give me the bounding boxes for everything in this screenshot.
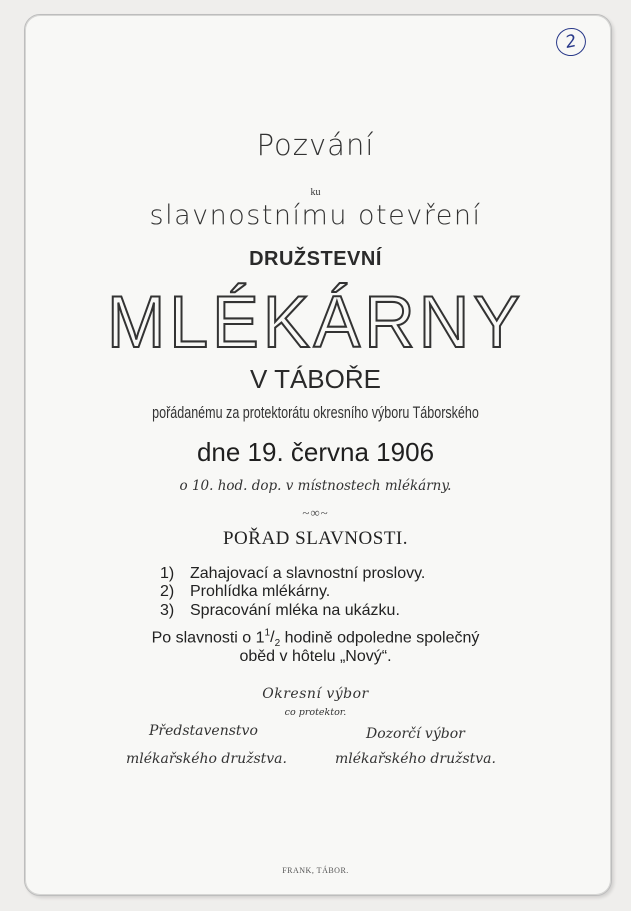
signature-co-protektor: co protektor. bbox=[284, 707, 347, 718]
program-item-text: Prohlídka mlékárny. bbox=[190, 583, 331, 600]
printer-mark: FRANK, TÁBOR. bbox=[282, 866, 349, 875]
after-suffix: hodině odpoledne společný bbox=[280, 629, 480, 647]
page-number-mark: 2 bbox=[553, 25, 588, 59]
program-title: POŘAD SLAVNOSTI. bbox=[222, 528, 408, 549]
protectorate-line: pořádanému za protektorátu okresního výboru Táborského bbox=[152, 404, 479, 422]
word-ku: ku bbox=[310, 187, 321, 198]
title-mlekarny: MLÉKÁRNY bbox=[106, 281, 525, 363]
signature-right-line2: mlékařského družstva. bbox=[335, 751, 496, 767]
signature-left-line2: mlékařského družstva. bbox=[126, 751, 287, 767]
program-item bbox=[160, 583, 330, 601]
fraction: $^1/_2$ bbox=[264, 628, 281, 650]
fraction-bottom: 2 bbox=[274, 638, 281, 650]
fraction-top: 1 bbox=[264, 628, 271, 639]
ornament-divider: ~∞~ bbox=[302, 505, 329, 520]
program-item-number: 2) bbox=[160, 583, 175, 600]
title-v-tabore: V TÁBOŘE bbox=[249, 364, 381, 394]
program-item-number: 1) bbox=[160, 565, 175, 582]
signature-left-line1: Představenstvo bbox=[149, 723, 258, 739]
program-item-text: Zahajovací a slavnostní proslovy. bbox=[190, 565, 426, 582]
signature-okresni: Okresní výbor bbox=[262, 686, 369, 702]
title-pozvani: Pozvání bbox=[256, 128, 375, 162]
program-item bbox=[160, 602, 400, 620]
title-slavnostnimu: slavnostnímu otevření bbox=[149, 200, 482, 231]
after-prefix: Po slavnosti o 1 bbox=[151, 629, 265, 647]
time-place-line: o 10. hod. dop. v místnostech mlékárny. bbox=[179, 478, 452, 494]
program-item bbox=[160, 565, 425, 583]
title-druzstevni: DRUŽSTEVNÍ bbox=[249, 248, 382, 270]
date-line: dne 19. června 1906 bbox=[196, 437, 435, 467]
lunch-line: oběd v hôtelu „Nový“. bbox=[239, 648, 392, 665]
program-item-text: Spracování mléka na ukázku. bbox=[190, 602, 400, 619]
after-ceremony-line bbox=[0, 628, 631, 650]
program-item-number: 3) bbox=[160, 602, 175, 619]
signature-right-line1: Dozorčí výbor bbox=[366, 726, 465, 742]
